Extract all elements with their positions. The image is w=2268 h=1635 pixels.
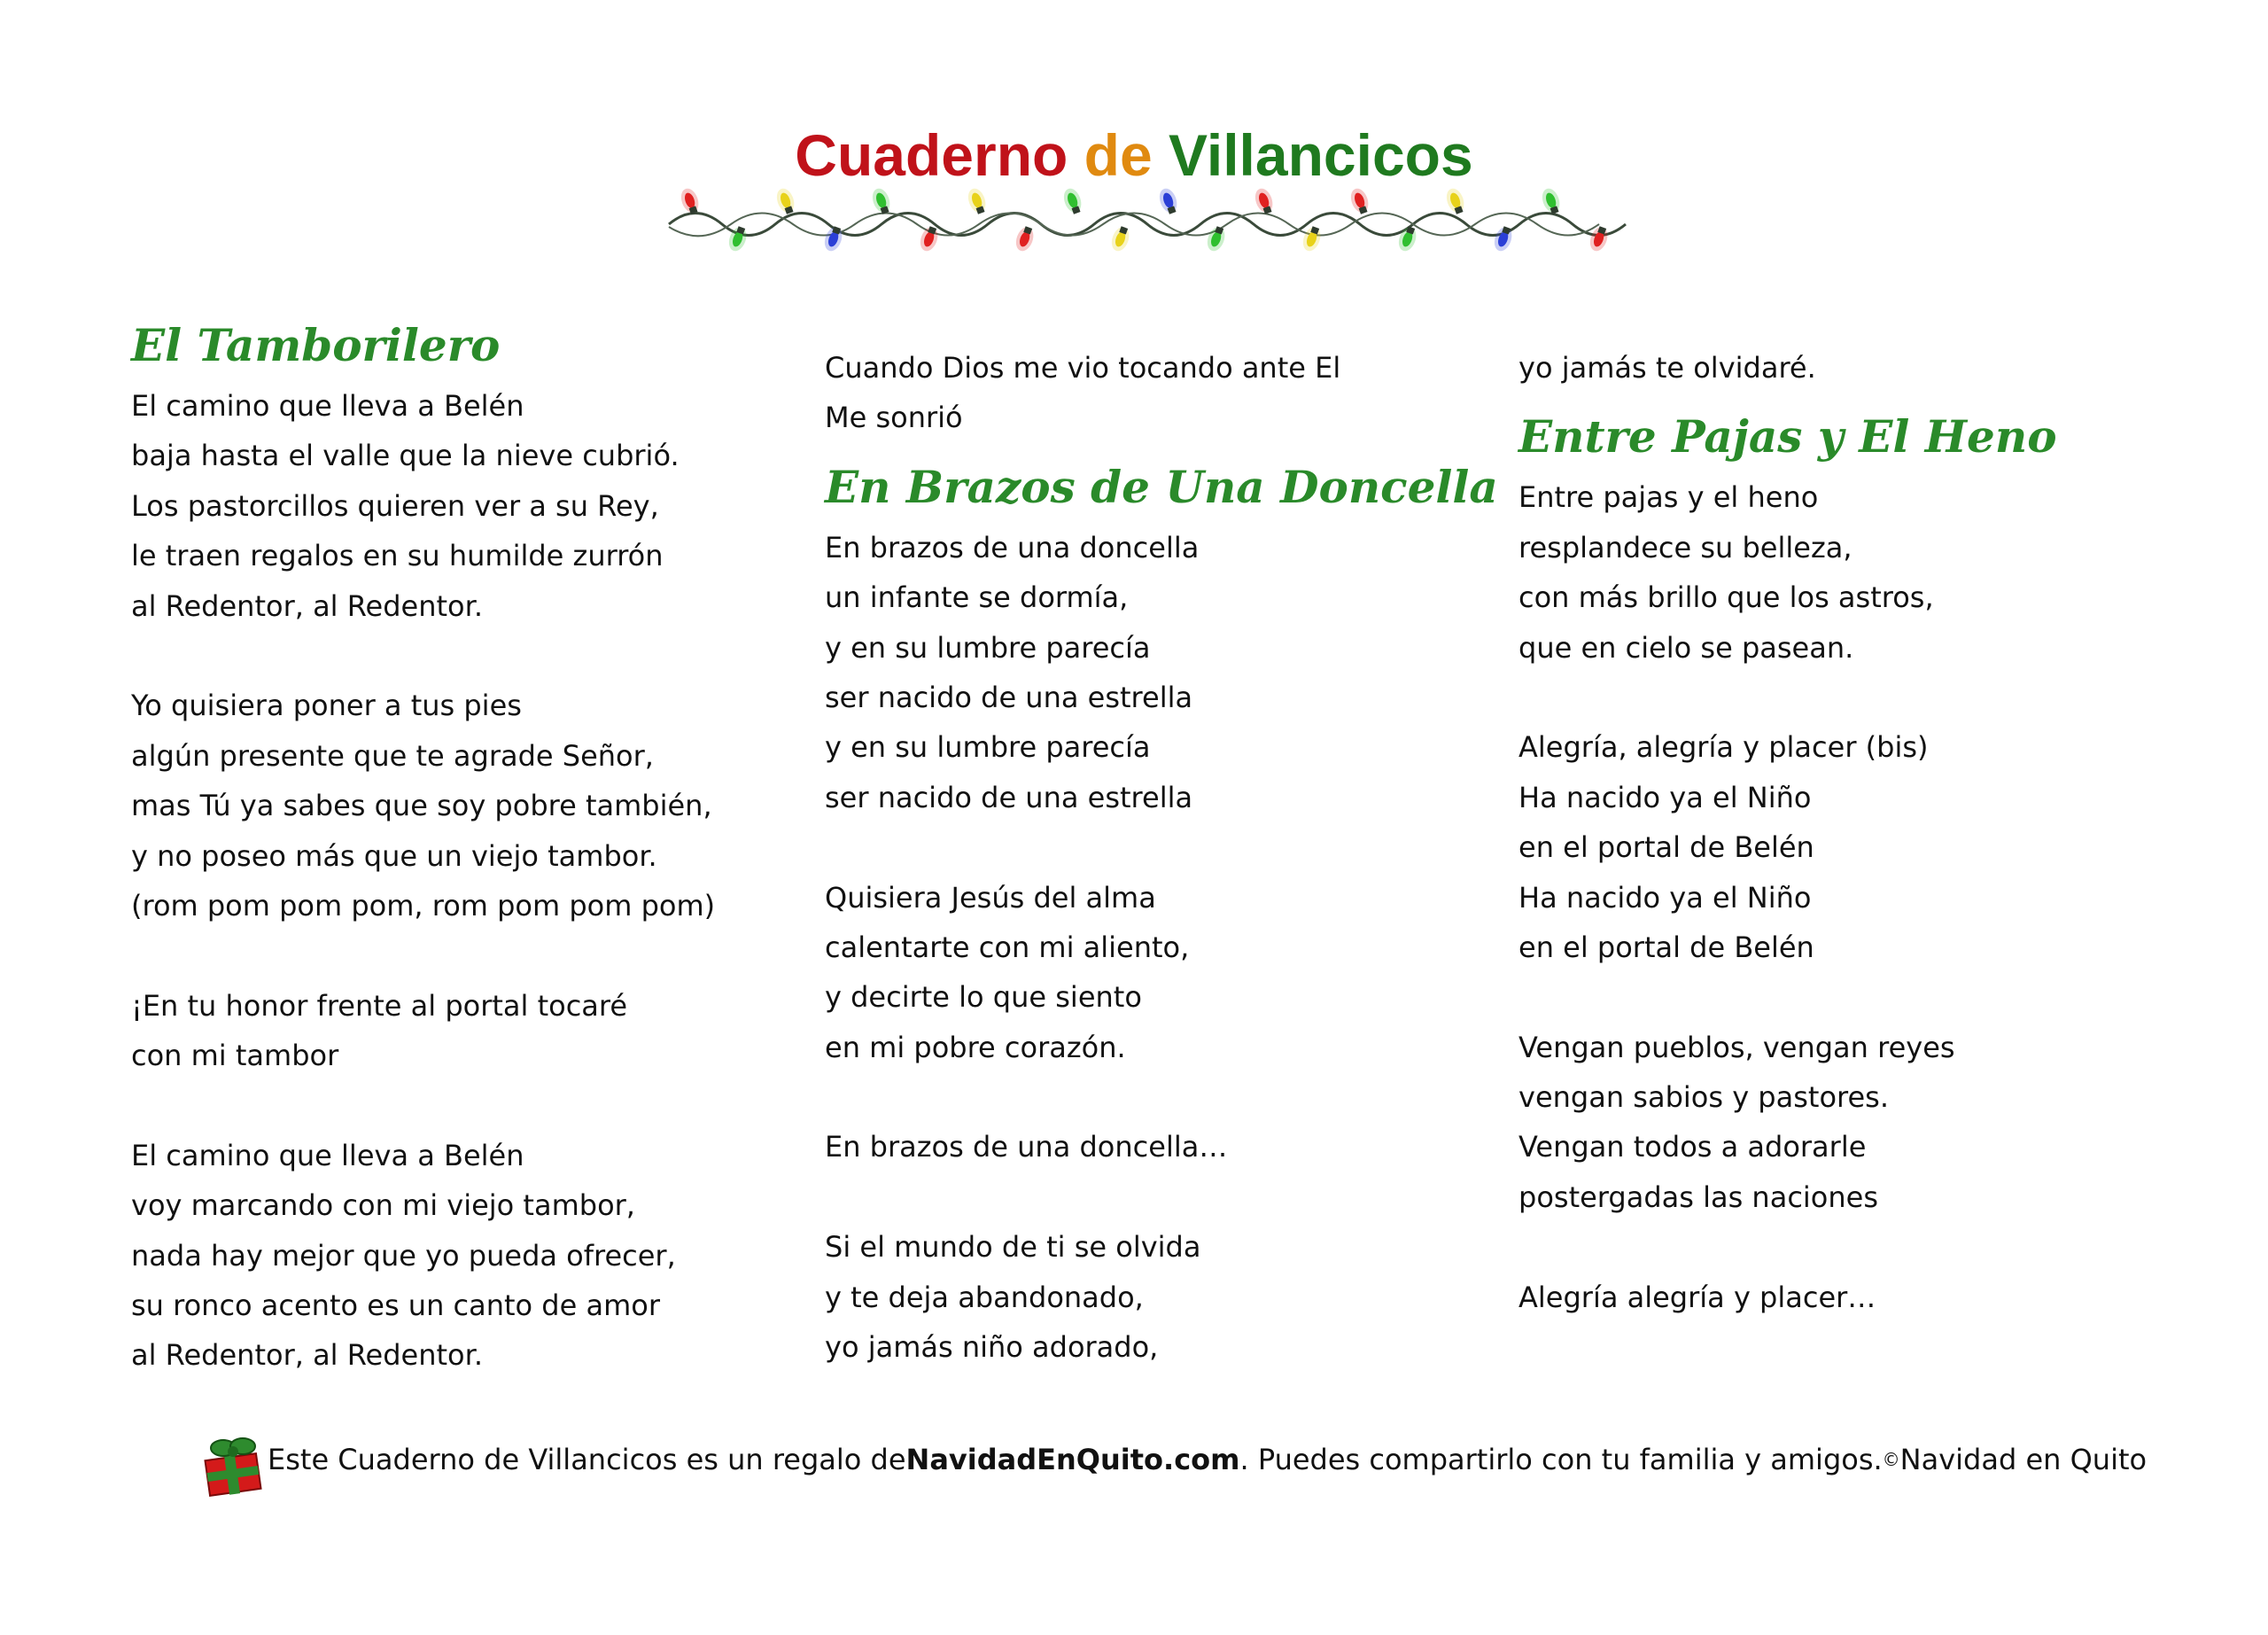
lyric-line: Vengan todos a adorarle xyxy=(1518,1130,1867,1164)
song-lyrics-en-brazos-de-una-doncella xyxy=(825,523,1498,1373)
column-3 xyxy=(1518,343,2192,1322)
lyric-line: al Redentor, al Redentor. xyxy=(131,588,484,623)
light-bulb-icon xyxy=(1204,225,1227,253)
light-bulb-icon xyxy=(678,186,702,215)
title-word-2: de xyxy=(1084,122,1153,188)
lyric-line: mas Tú ya sabes que soy pobre también, xyxy=(131,789,712,823)
lyric-line: Quisiera Jesús del alma xyxy=(825,880,1156,915)
lyric-line: Si el mundo de ti se olvida xyxy=(825,1230,1201,1265)
song-lyrics-el-tamborilero xyxy=(131,381,804,1381)
footer-owner: Navidad en Quito xyxy=(1899,1443,2148,1476)
footer-text-1: Este Cuaderno de Villancicos es un regalo de xyxy=(268,1443,906,1476)
title-word-3: Villancicos xyxy=(1169,122,1473,188)
lyric-line: Los pastorcillos quieren ver a su Rey, xyxy=(131,488,659,523)
lyric-line: que en cielo se pasean. xyxy=(1518,630,1854,665)
stanza-gap xyxy=(1518,972,2192,1022)
lyric-line: Entre pajas y el heno xyxy=(1518,480,1819,515)
christmas-lights-decoration xyxy=(664,184,1630,264)
lyric-line: su ronco acento es un canto de amor xyxy=(131,1289,660,1323)
lyric-line: El camino que lleva a Belén xyxy=(131,389,524,423)
light-bulb-icon xyxy=(1013,225,1036,253)
title-word-1: Cuaderno xyxy=(795,122,1068,188)
light-bulb-icon xyxy=(773,186,797,215)
footer xyxy=(204,1437,2147,1482)
lyric-line: El camino que lleva a Belén xyxy=(131,1138,524,1172)
lyric-line: ¡En tu honor frente al portal tocaré xyxy=(131,988,628,1023)
lyric-line: le traen regalos en su humilde zurrón xyxy=(131,539,664,573)
light-bulb-icon xyxy=(1252,186,1276,215)
stanza-gap xyxy=(825,1072,1498,1122)
column-2 xyxy=(825,343,1498,1372)
song-lyrics-entre-pajas-y-el-heno xyxy=(1518,472,2192,1322)
lyric-line: Cuando Dios me vio tocando ante El xyxy=(825,351,1341,385)
lyric-line: algún presente que te agrade Señor, xyxy=(131,738,654,773)
light-bulb-icon xyxy=(917,225,940,253)
light-bulb-icon xyxy=(821,225,844,253)
lyric-line: Ha nacido ya el Niño xyxy=(1518,880,1812,915)
song-title-entre-pajas-y-el-heno: Entre Pajas y El Heno xyxy=(1518,410,2057,463)
stanza-gap xyxy=(131,930,804,980)
light-bulb-icon xyxy=(1108,225,1131,253)
light-bulb-icon xyxy=(1156,186,1180,215)
lyric-line: un infante se dormía, xyxy=(825,580,1129,615)
stanza-gap xyxy=(131,1080,804,1130)
lyric-line: y en su lumbre parecía xyxy=(825,730,1151,765)
song-lyrics-el-tamborilero-continued xyxy=(825,343,1498,443)
lyric-line: voy marcando con mi viejo tambor, xyxy=(131,1188,635,1223)
lyric-line: postergadas las naciones xyxy=(1518,1180,1879,1214)
lyric-line: Me sonrió xyxy=(825,401,963,435)
lyric-line: Yo quisiera poner a tus pies xyxy=(131,689,522,723)
lyric-line: Vengan pueblos, vengan reyes xyxy=(1518,1030,1955,1064)
lyric-line: en el portal de Belén xyxy=(1518,930,1814,964)
lyric-line: Alegría alegría y placer… xyxy=(1518,1280,1876,1314)
lyric-line: con más brillo que los astros, xyxy=(1518,580,1934,615)
stanza-gap xyxy=(825,1172,1498,1222)
song-lyrics-en-brazos-continued xyxy=(1518,343,2192,393)
lyric-line: ser nacido de una estrella xyxy=(825,680,1193,714)
copyright-symbol: © xyxy=(1882,1449,1900,1470)
light-bulb-icon xyxy=(1443,186,1467,215)
stanza-gap xyxy=(131,631,804,681)
song-title-en-brazos-de-una-doncella: En Brazos de Una Doncella xyxy=(825,460,1498,513)
light-bulb-icon xyxy=(1348,186,1371,215)
lyric-line: y en su lumbre parecía xyxy=(825,630,1151,665)
lyric-line: yo jamás niño adorado, xyxy=(825,1330,1159,1365)
lyric-line: y te deja abandonado, xyxy=(825,1280,1144,1314)
light-bulb-icon xyxy=(965,186,989,215)
lyric-line: y decirte lo que siento xyxy=(825,980,1142,1015)
lyric-line: vengan sabios y pastores. xyxy=(1518,1080,1889,1115)
page-title xyxy=(0,120,2268,191)
stanza-gap xyxy=(825,822,1498,872)
light-bulb-icon xyxy=(1539,186,1563,215)
lyric-line: resplandece su belleza, xyxy=(1518,530,1852,564)
column-1 xyxy=(131,319,804,1381)
light-bulb-icon xyxy=(869,186,893,215)
lyric-line: en el portal de Belén xyxy=(1518,830,1814,865)
lyric-line: en mi pobre corazón. xyxy=(825,1030,1126,1064)
gift-icon xyxy=(202,1430,269,1498)
lyric-line: nada hay mejor que yo pueda ofrecer, xyxy=(131,1238,676,1273)
light-bulb-icon xyxy=(1060,186,1084,215)
footer-site-link[interactable]: NavidadEnQuito.com xyxy=(905,1443,1240,1476)
lyric-line: Ha nacido ya el Niño xyxy=(1518,780,1812,814)
lyric-line: En brazos de una doncella xyxy=(825,530,1200,564)
lyric-line: con mi tambor xyxy=(131,1039,339,1073)
lyric-line: y no poseo más que un viejo tambor. xyxy=(131,838,657,873)
light-bulb-icon xyxy=(1300,225,1323,253)
lyric-line: al Redentor, al Redentor. xyxy=(131,1338,484,1373)
lyric-line: En brazos de una doncella… xyxy=(825,1130,1228,1164)
stanza-gap xyxy=(1518,673,2192,722)
song-title-el-tamborilero: El Tamborilero xyxy=(131,319,501,371)
lyric-line: (rom pom pom pom, rom pom pom pom) xyxy=(131,888,716,923)
footer-text-2: . Puedes compartirlo con tu familia y amigos. xyxy=(1239,1443,1883,1476)
lyric-line: yo jamás te olvidaré. xyxy=(1518,351,1816,385)
lyric-line: calentarte con mi aliento, xyxy=(825,930,1190,964)
lyric-line: baja hasta el valle que la nieve cubrió. xyxy=(131,439,680,473)
lyric-line: ser nacido de una estrella xyxy=(825,780,1193,814)
light-bulb-icon xyxy=(1395,225,1418,253)
lyric-line: Alegría, alegría y placer (bis) xyxy=(1518,730,1929,765)
stanza-gap xyxy=(1518,1222,2192,1272)
